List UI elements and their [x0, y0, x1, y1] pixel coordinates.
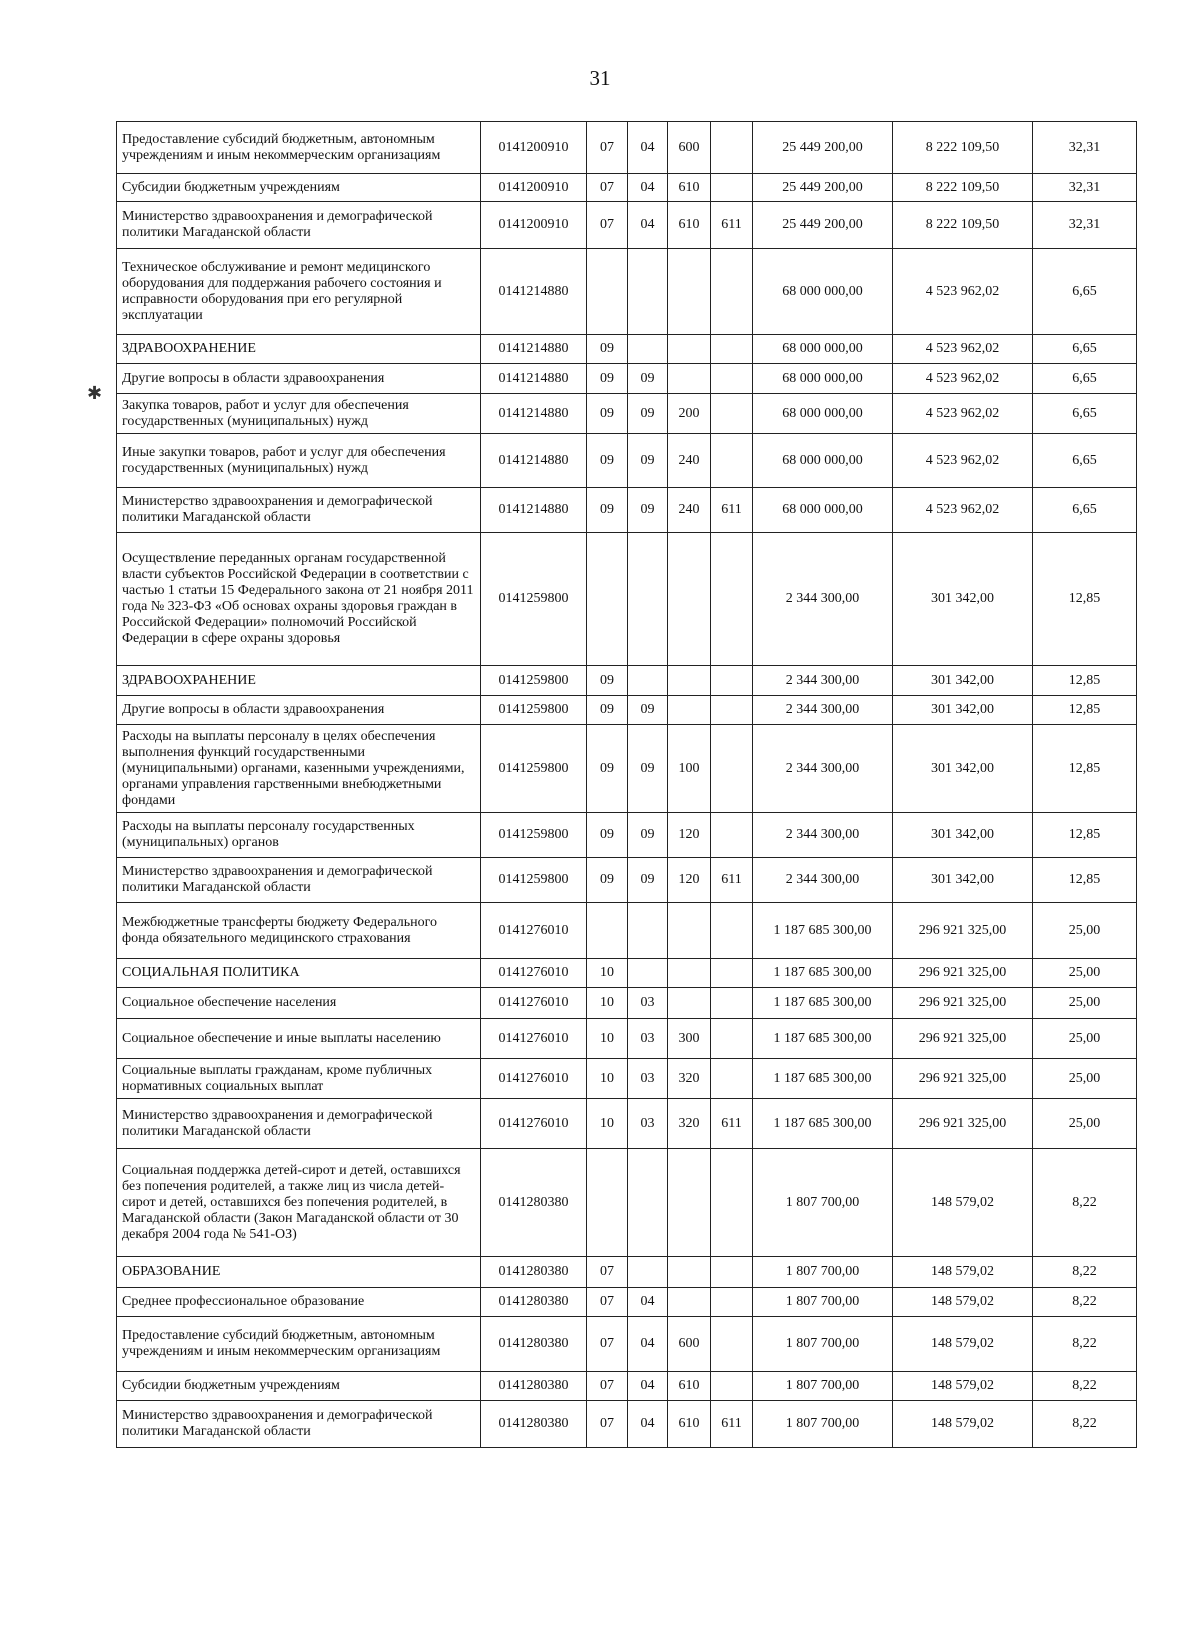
row-name: Социальная поддержка детей-сирот и детей, оставшихся без попечения родителей, а также лиц из числа детей-сирот и детей, оставшихся без попечения родителей, в Магаданской области (Закон Магаданской области от 30 декабря 2004 года № 541-ОЗ): [117, 1149, 481, 1257]
row-execution-percent: 12,85: [1033, 858, 1137, 903]
row-planned-amount: 25 449 200,00: [753, 202, 893, 249]
row-executed-amount: 301 342,00: [893, 858, 1033, 903]
row-subsection-code: 09: [628, 488, 668, 533]
row-manager-code: [711, 959, 753, 988]
row-executed-amount: 301 342,00: [893, 533, 1033, 666]
row-expense-type-code: 320: [668, 1099, 711, 1149]
row-planned-amount: 25 449 200,00: [753, 122, 893, 174]
table-row: [117, 1099, 1137, 1149]
row-expense-type-code: 610: [668, 202, 711, 249]
row-expense-type-code: [668, 335, 711, 364]
table-row: [117, 858, 1137, 903]
row-executed-amount: 4 523 962,02: [893, 249, 1033, 335]
row-manager-code: 611: [711, 202, 753, 249]
row-expense-type-code: [668, 959, 711, 988]
row-manager-code: [711, 813, 753, 858]
row-section-code: 09: [587, 813, 628, 858]
row-execution-percent: 12,85: [1033, 533, 1137, 666]
row-manager-code: [711, 1288, 753, 1317]
row-manager-code: [711, 1059, 753, 1099]
row-name: Министерство здравоохранения и демографической политики Магаданской области: [117, 1099, 481, 1149]
row-name: Осуществление переданных органам государственной власти субъектов Российской Федерации в соответствии с частью 1 статьи 15 Федерального закона от 21 ноября 2011 года № 323-ФЗ «Об основах охраны здоровья граждан в Российской Федерации» полномочий Российской Федерации в сфере охраны здоровья: [117, 533, 481, 666]
row-execution-percent: 6,65: [1033, 394, 1137, 434]
table-row: [117, 533, 1137, 666]
row-section-code: 10: [587, 988, 628, 1019]
row-subsection-code: 09: [628, 434, 668, 488]
row-planned-amount: 68 000 000,00: [753, 335, 893, 364]
row-expense-type-code: [668, 1288, 711, 1317]
row-executed-amount: 296 921 325,00: [893, 1059, 1033, 1099]
row-planned-amount: 1 807 700,00: [753, 1401, 893, 1448]
row-execution-percent: 6,65: [1033, 335, 1137, 364]
row-planned-amount: 68 000 000,00: [753, 364, 893, 394]
row-execution-percent: 6,65: [1033, 434, 1137, 488]
row-execution-percent: 25,00: [1033, 988, 1137, 1019]
row-section-code: 10: [587, 959, 628, 988]
row-manager-code: [711, 249, 753, 335]
row-target-code: 0141259800: [481, 813, 587, 858]
table-row: [117, 903, 1137, 959]
row-planned-amount: 1 187 685 300,00: [753, 1059, 893, 1099]
row-expense-type-code: 610: [668, 1401, 711, 1448]
table-row: [117, 1019, 1137, 1059]
row-section-code: 10: [587, 1059, 628, 1099]
row-planned-amount: 1 187 685 300,00: [753, 1099, 893, 1149]
row-subsection-code: [628, 1257, 668, 1288]
row-name: ЗДРАВООХРАНЕНИЕ: [117, 666, 481, 696]
table-row: [117, 813, 1137, 858]
row-name: Другие вопросы в области здравоохранения: [117, 364, 481, 394]
row-executed-amount: 148 579,02: [893, 1149, 1033, 1257]
row-section-code: 09: [587, 696, 628, 725]
row-target-code: 0141214880: [481, 335, 587, 364]
row-target-code: 0141276010: [481, 959, 587, 988]
row-section-code: 09: [587, 725, 628, 813]
row-expense-type-code: 100: [668, 725, 711, 813]
row-execution-percent: 12,85: [1033, 696, 1137, 725]
row-manager-code: [711, 1372, 753, 1401]
row-executed-amount: 4 523 962,02: [893, 364, 1033, 394]
row-target-code: 0141276010: [481, 1059, 587, 1099]
row-planned-amount: 25 449 200,00: [753, 174, 893, 202]
row-section-code: [587, 249, 628, 335]
row-planned-amount: 1 807 700,00: [753, 1317, 893, 1372]
table-row: [117, 1059, 1137, 1099]
row-manager-code: [711, 1019, 753, 1059]
row-subsection-code: 04: [628, 122, 668, 174]
row-subsection-code: 04: [628, 174, 668, 202]
row-subsection-code: [628, 335, 668, 364]
row-expense-type-code: [668, 988, 711, 1019]
row-subsection-code: 04: [628, 1317, 668, 1372]
row-manager-code: [711, 903, 753, 959]
table-row: [117, 1401, 1137, 1448]
row-target-code: 0141280380: [481, 1149, 587, 1257]
table-row: [117, 488, 1137, 533]
row-section-code: 09: [587, 666, 628, 696]
row-section-code: 10: [587, 1099, 628, 1149]
row-section-code: 10: [587, 1019, 628, 1059]
table-row: [117, 988, 1137, 1019]
row-section-code: [587, 533, 628, 666]
row-planned-amount: 1 187 685 300,00: [753, 1019, 893, 1059]
row-planned-amount: 1 187 685 300,00: [753, 903, 893, 959]
page-number: 31: [589, 66, 611, 90]
row-execution-percent: 6,65: [1033, 249, 1137, 335]
row-executed-amount: 301 342,00: [893, 813, 1033, 858]
row-executed-amount: 296 921 325,00: [893, 903, 1033, 959]
row-planned-amount: 68 000 000,00: [753, 434, 893, 488]
row-section-code: 07: [587, 202, 628, 249]
row-subsection-code: 09: [628, 813, 668, 858]
row-name: Субсидии бюджетным учреждениям: [117, 1372, 481, 1401]
row-name: Межбюджетные трансферты бюджету Федерального фонда обязательного медицинского страхования: [117, 903, 481, 959]
table-row: [117, 959, 1137, 988]
row-section-code: [587, 903, 628, 959]
row-subsection-code: [628, 249, 668, 335]
table-row: [117, 335, 1137, 364]
row-name: Предоставление субсидий бюджетным, автономным учреждениям и иным некоммерческим организациям: [117, 1317, 481, 1372]
row-executed-amount: 4 523 962,02: [893, 394, 1033, 434]
row-execution-percent: 8,22: [1033, 1288, 1137, 1317]
row-expense-type-code: [668, 666, 711, 696]
row-manager-code: [711, 174, 753, 202]
row-subsection-code: 04: [628, 1401, 668, 1448]
row-subsection-code: 09: [628, 858, 668, 903]
row-planned-amount: 1 807 700,00: [753, 1257, 893, 1288]
row-executed-amount: 4 523 962,02: [893, 335, 1033, 364]
row-executed-amount: 296 921 325,00: [893, 959, 1033, 988]
row-section-code: 09: [587, 434, 628, 488]
row-name: Министерство здравоохранения и демографической политики Магаданской области: [117, 1401, 481, 1448]
row-section-code: 07: [587, 1317, 628, 1372]
row-expense-type-code: 200: [668, 394, 711, 434]
row-target-code: 0141214880: [481, 434, 587, 488]
row-manager-code: [711, 1149, 753, 1257]
table-row: [117, 1288, 1137, 1317]
row-execution-percent: 8,22: [1033, 1257, 1137, 1288]
row-expense-type-code: [668, 696, 711, 725]
row-section-code: 09: [587, 858, 628, 903]
row-target-code: 0141280380: [481, 1257, 587, 1288]
row-subsection-code: 03: [628, 988, 668, 1019]
row-target-code: 0141200910: [481, 202, 587, 249]
row-executed-amount: 148 579,02: [893, 1288, 1033, 1317]
row-name: ЗДРАВООХРАНЕНИЕ: [117, 335, 481, 364]
table-row: [117, 666, 1137, 696]
row-execution-percent: 25,00: [1033, 1099, 1137, 1149]
row-name: Расходы на выплаты персоналу в целях обеспечения выполнения функций государственными (муниципальными) органами, казенными учреждениями, органами управления гарственными внебюджетными фондами: [117, 725, 481, 813]
row-target-code: 0141280380: [481, 1288, 587, 1317]
table-row: [117, 174, 1137, 202]
row-subsection-code: 09: [628, 364, 668, 394]
row-execution-percent: 12,85: [1033, 666, 1137, 696]
row-section-code: 07: [587, 122, 628, 174]
row-section-code: 09: [587, 394, 628, 434]
row-manager-code: [711, 394, 753, 434]
row-name: Расходы на выплаты персоналу государственных (муниципальных) органов: [117, 813, 481, 858]
row-target-code: 0141259800: [481, 666, 587, 696]
row-planned-amount: 1 807 700,00: [753, 1372, 893, 1401]
row-executed-amount: 148 579,02: [893, 1401, 1033, 1448]
row-subsection-code: [628, 533, 668, 666]
row-subsection-code: [628, 666, 668, 696]
row-target-code: 0141280380: [481, 1372, 587, 1401]
row-section-code: 07: [587, 1288, 628, 1317]
row-executed-amount: 296 921 325,00: [893, 1099, 1033, 1149]
row-target-code: 0141200910: [481, 122, 587, 174]
row-expense-type-code: [668, 1149, 711, 1257]
table-row: [117, 364, 1137, 394]
row-executed-amount: 148 579,02: [893, 1257, 1033, 1288]
row-executed-amount: 8 222 109,50: [893, 174, 1033, 202]
row-name: Субсидии бюджетным учреждениям: [117, 174, 481, 202]
table-row: [117, 725, 1137, 813]
row-execution-percent: 25,00: [1033, 1019, 1137, 1059]
budget-table: [116, 121, 1137, 1448]
row-subsection-code: [628, 903, 668, 959]
row-target-code: 0141276010: [481, 903, 587, 959]
row-executed-amount: 296 921 325,00: [893, 1019, 1033, 1059]
row-section-code: 09: [587, 488, 628, 533]
row-name: Закупка товаров, работ и услуг для обеспечения государственных (муниципальных) нужд: [117, 394, 481, 434]
row-planned-amount: 2 344 300,00: [753, 813, 893, 858]
margin-scan-mark: ✱: [87, 383, 103, 403]
row-section-code: 09: [587, 335, 628, 364]
row-subsection-code: 03: [628, 1019, 668, 1059]
row-name: Министерство здравоохранения и демографической политики Магаданской области: [117, 488, 481, 533]
row-expense-type-code: [668, 1257, 711, 1288]
row-section-code: 07: [587, 174, 628, 202]
row-name: Иные закупки товаров, работ и услуг для обеспечения государственных (муниципальных) нужд: [117, 434, 481, 488]
row-subsection-code: 03: [628, 1099, 668, 1149]
table-row: [117, 1149, 1137, 1257]
row-manager-code: [711, 533, 753, 666]
row-manager-code: [711, 335, 753, 364]
row-manager-code: [711, 696, 753, 725]
row-planned-amount: 2 344 300,00: [753, 533, 893, 666]
row-name: Министерство здравоохранения и демографической политики Магаданской области: [117, 202, 481, 249]
row-manager-code: [711, 122, 753, 174]
row-expense-type-code: 610: [668, 174, 711, 202]
row-manager-code: [711, 1317, 753, 1372]
row-executed-amount: 148 579,02: [893, 1372, 1033, 1401]
table-row: [117, 1257, 1137, 1288]
row-expense-type-code: [668, 249, 711, 335]
row-target-code: 0141214880: [481, 249, 587, 335]
row-subsection-code: 04: [628, 1372, 668, 1401]
row-manager-code: [711, 725, 753, 813]
row-expense-type-code: 240: [668, 434, 711, 488]
row-execution-percent: 32,31: [1033, 122, 1137, 174]
row-subsection-code: 04: [628, 202, 668, 249]
row-executed-amount: 4 523 962,02: [893, 488, 1033, 533]
row-executed-amount: 301 342,00: [893, 666, 1033, 696]
row-expense-type-code: [668, 903, 711, 959]
row-executed-amount: 301 342,00: [893, 696, 1033, 725]
row-execution-percent: 12,85: [1033, 725, 1137, 813]
row-name: Техническое обслуживание и ремонт медицинского оборудования для поддержания рабочего состояния и исправности оборудования при его регулярной эксплуатации: [117, 249, 481, 335]
table-row: [117, 1317, 1137, 1372]
row-target-code: 0141259800: [481, 533, 587, 666]
row-execution-percent: 8,22: [1033, 1372, 1137, 1401]
row-name: Социальное обеспечение и иные выплаты населению: [117, 1019, 481, 1059]
row-subsection-code: 04: [628, 1288, 668, 1317]
table-row: [117, 394, 1137, 434]
row-subsection-code: 09: [628, 696, 668, 725]
budget-table-body: [117, 122, 1137, 1448]
row-subsection-code: [628, 1149, 668, 1257]
row-name: Социальное обеспечение населения: [117, 988, 481, 1019]
row-planned-amount: 1 187 685 300,00: [753, 959, 893, 988]
row-expense-type-code: 300: [668, 1019, 711, 1059]
row-section-code: 07: [587, 1372, 628, 1401]
row-manager-code: [711, 988, 753, 1019]
row-planned-amount: 68 000 000,00: [753, 488, 893, 533]
row-execution-percent: 32,31: [1033, 174, 1137, 202]
row-manager-code: [711, 434, 753, 488]
row-name: Социальные выплаты гражданам, кроме публичных нормативных социальных выплат: [117, 1059, 481, 1099]
row-expense-type-code: [668, 533, 711, 666]
row-target-code: 0141214880: [481, 364, 587, 394]
row-target-code: 0141214880: [481, 488, 587, 533]
row-manager-code: 611: [711, 1401, 753, 1448]
row-section-code: 07: [587, 1401, 628, 1448]
row-manager-code: 611: [711, 858, 753, 903]
table-row: [117, 1372, 1137, 1401]
row-section-code: 07: [587, 1257, 628, 1288]
row-name: СОЦИАЛЬНАЯ ПОЛИТИКА: [117, 959, 481, 988]
row-target-code: 0141276010: [481, 1099, 587, 1149]
row-planned-amount: 1 807 700,00: [753, 1149, 893, 1257]
row-expense-type-code: 240: [668, 488, 711, 533]
row-expense-type-code: 120: [668, 858, 711, 903]
row-name: ОБРАЗОВАНИЕ: [117, 1257, 481, 1288]
row-planned-amount: 68 000 000,00: [753, 394, 893, 434]
table-row: [117, 249, 1137, 335]
row-expense-type-code: [668, 364, 711, 394]
row-executed-amount: 8 222 109,50: [893, 202, 1033, 249]
row-section-code: 09: [587, 364, 628, 394]
row-execution-percent: 6,65: [1033, 364, 1137, 394]
table-row: [117, 122, 1137, 174]
row-target-code: 0141280380: [481, 1401, 587, 1448]
row-manager-code: [711, 364, 753, 394]
row-target-code: 0141259800: [481, 696, 587, 725]
row-expense-type-code: 320: [668, 1059, 711, 1099]
row-executed-amount: 296 921 325,00: [893, 988, 1033, 1019]
row-target-code: 0141214880: [481, 394, 587, 434]
row-subsection-code: 09: [628, 394, 668, 434]
row-executed-amount: 148 579,02: [893, 1317, 1033, 1372]
row-executed-amount: 8 222 109,50: [893, 122, 1033, 174]
row-executed-amount: 4 523 962,02: [893, 434, 1033, 488]
row-execution-percent: 32,31: [1033, 202, 1137, 249]
row-executed-amount: 301 342,00: [893, 725, 1033, 813]
row-target-code: 0141259800: [481, 725, 587, 813]
row-manager-code: [711, 666, 753, 696]
row-target-code: 0141200910: [481, 174, 587, 202]
row-expense-type-code: 120: [668, 813, 711, 858]
row-target-code: 0141276010: [481, 988, 587, 1019]
row-manager-code: 611: [711, 488, 753, 533]
row-subsection-code: 09: [628, 725, 668, 813]
table-row: [117, 202, 1137, 249]
row-planned-amount: 2 344 300,00: [753, 666, 893, 696]
row-target-code: 0141276010: [481, 1019, 587, 1059]
table-row: [117, 434, 1137, 488]
row-execution-percent: 8,22: [1033, 1401, 1137, 1448]
row-execution-percent: 8,22: [1033, 1317, 1137, 1372]
row-execution-percent: 25,00: [1033, 1059, 1137, 1099]
row-section-code: [587, 1149, 628, 1257]
row-planned-amount: 1 807 700,00: [753, 1288, 893, 1317]
row-execution-percent: 25,00: [1033, 903, 1137, 959]
row-name: Другие вопросы в области здравоохранения: [117, 696, 481, 725]
row-subsection-code: 03: [628, 1059, 668, 1099]
row-execution-percent: 12,85: [1033, 813, 1137, 858]
row-target-code: 0141280380: [481, 1317, 587, 1372]
row-execution-percent: 6,65: [1033, 488, 1137, 533]
row-target-code: 0141259800: [481, 858, 587, 903]
row-name: Министерство здравоохранения и демографической политики Магаданской области: [117, 858, 481, 903]
row-expense-type-code: 600: [668, 122, 711, 174]
row-planned-amount: 68 000 000,00: [753, 249, 893, 335]
row-manager-code: [711, 1257, 753, 1288]
row-subsection-code: [628, 959, 668, 988]
row-execution-percent: 8,22: [1033, 1149, 1137, 1257]
row-planned-amount: 2 344 300,00: [753, 858, 893, 903]
row-name: Среднее профессиональное образование: [117, 1288, 481, 1317]
row-name: Предоставление субсидий бюджетным, автономным учреждениям и иным некоммерческим организациям: [117, 122, 481, 174]
row-expense-type-code: 600: [668, 1317, 711, 1372]
row-manager-code: 611: [711, 1099, 753, 1149]
row-expense-type-code: 610: [668, 1372, 711, 1401]
row-planned-amount: 2 344 300,00: [753, 696, 893, 725]
row-execution-percent: 25,00: [1033, 959, 1137, 988]
row-planned-amount: 2 344 300,00: [753, 725, 893, 813]
row-planned-amount: 1 187 685 300,00: [753, 988, 893, 1019]
table-row: [117, 696, 1137, 725]
